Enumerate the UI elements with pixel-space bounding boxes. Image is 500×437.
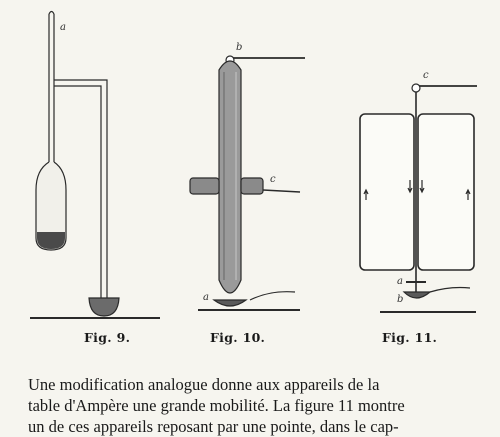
body-line: un de ces appareils reposant par une pointe, dans le cap- <box>28 417 399 436</box>
body-paragraph <box>28 374 488 437</box>
fig11-label-c: c <box>423 70 429 81</box>
body-line: table d'Ampère une grande mobilité. La figure 11 montre <box>28 396 405 415</box>
fig9-label-a: a <box>60 22 66 33</box>
fig10-caption: Fig. 10. <box>210 330 266 345</box>
fig11-caption: Fig. 11. <box>382 330 438 345</box>
fig10-label-c: c <box>270 174 276 185</box>
fig9-apparatus <box>30 12 160 319</box>
body-line: Une modification analogue donne aux appareils de la <box>28 375 380 394</box>
fig11-label-b: b <box>397 294 404 305</box>
fig11-label-a: a <box>397 276 403 287</box>
fig10-label-b: b <box>236 42 243 53</box>
fig10-label-a: a <box>203 292 209 303</box>
fig10-apparatus <box>190 56 305 310</box>
fig9-caption: Fig. 9. <box>84 330 131 345</box>
fig11-apparatus <box>360 84 477 312</box>
